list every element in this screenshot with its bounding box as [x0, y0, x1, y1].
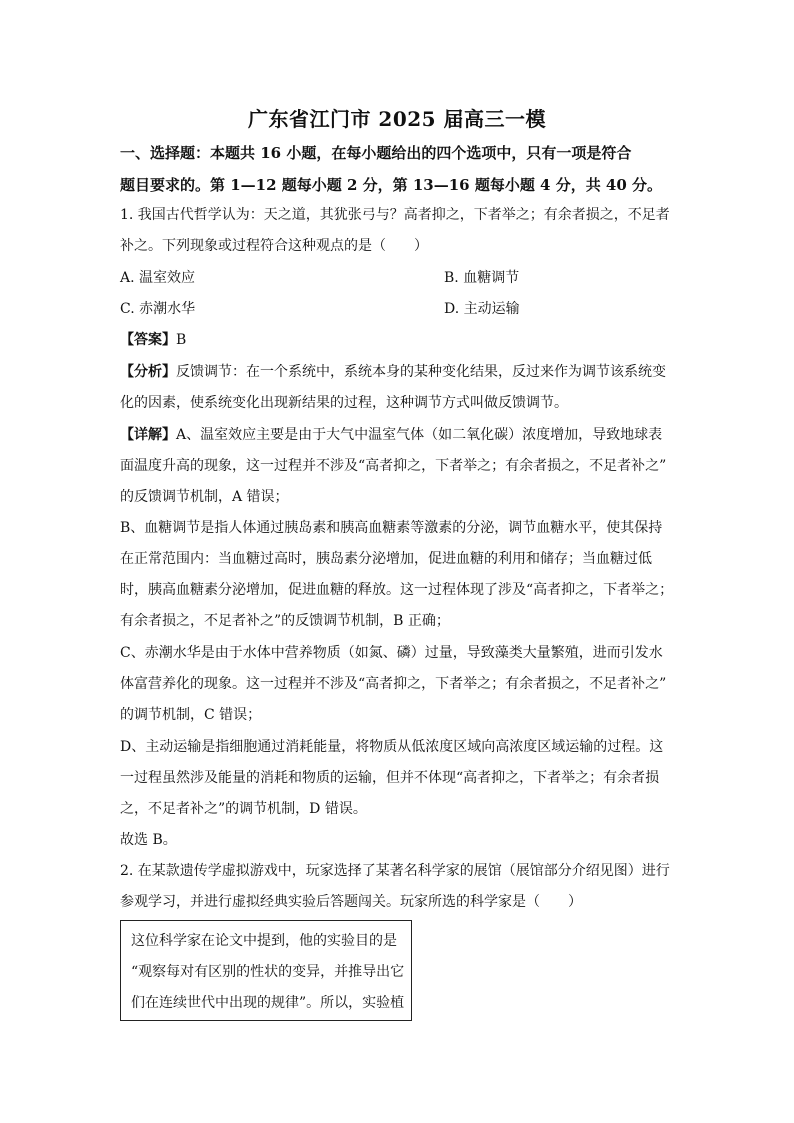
- q2-box-line-2: “观察每对有区别的性状的变异，并推导出它: [131, 964, 405, 980]
- q1-detail-line-5: 在正常范围内：当血糖过高时，胰岛素分泌增加，促进血糖的利用和储存；当血糖过低: [120, 551, 652, 567]
- q2-exhibit-box: [120, 920, 412, 1021]
- q1-detail-line-11: D、主动运输是指细胞通过消耗能量，将物质从低浓度区域向高浓度区域运输的过程。这: [120, 739, 664, 755]
- answer-label: 【答案】: [120, 332, 176, 348]
- answer-value: B: [176, 332, 187, 348]
- analysis-label: 【分析】: [120, 364, 176, 380]
- q1-option-d: D. 主动运输: [444, 301, 520, 317]
- q1-answer: [120, 330, 186, 350]
- q1-conclusion: 故选 B。: [120, 832, 177, 848]
- detail-text-1: A、温室效应主要是由于大气中温室气体（如二氧化碳）浓度增加，导致地球表: [176, 427, 663, 443]
- q1-detail-line-1: [120, 425, 662, 445]
- q1-stem-line-2: 补之。下列现象或过程符合这种观点的是（ ）: [120, 238, 428, 254]
- section-heading-line-1: 一、选择题：本题共 16 小题，在每小题给出的四个选项中，只有一项是符合: [120, 144, 632, 162]
- q1-analysis-line-1: [120, 362, 666, 382]
- q1-detail-line-7: 有余者损之，不足者补之”的反馈调节机制，B 正确；: [120, 613, 450, 629]
- q1-option-c: C. 赤潮水华: [120, 301, 196, 317]
- q1-detail-line-4: B、血糖调节是指人体通过胰岛素和胰高血糖素等激素的分泌，调节血糖水平，使其保持: [120, 520, 663, 536]
- q2-stem-line-2: 参观学习，并进行虚拟经典实验后答题闯关。玩家所选的科学家是（ ）: [120, 894, 582, 910]
- q1-detail-line-3: 的反馈调节机制，A 错误；: [120, 489, 289, 505]
- q2-box-line-3: 们在连续世代中出现的规律”。所以，实验植: [131, 995, 405, 1011]
- q2-box-line-1: 这位科学家在论文中提到，他的实验目的是: [131, 933, 397, 949]
- q1-analysis-line-2: 化的因素，使系统变化出现新结果的过程，这种调节方式叫做反馈调节。: [120, 395, 568, 411]
- q1-option-a: A. 温室效应: [120, 270, 196, 286]
- section-heading-line-2: 题目要求的。第 1—12 题每小题 2 分，第 13—16 题每小题 4 分，共 40 分。: [120, 176, 663, 194]
- analysis-text-1: 反馈调节：在一个系统中，系统本身的某种变化结果，反过来作为调节该系统变: [176, 364, 666, 380]
- q2-stem-line-1: 2. 在某款遗传学虚拟游戏中，玩家选择了某著名科学家的展馆（展馆部分介绍见图）进行: [120, 863, 670, 879]
- q1-stem-line-1: 1. 我国古代哲学认为：天之道，其犹张弓与？高者抑之，下者举之；有余者损之，不足者: [120, 207, 670, 223]
- q1-detail-line-10: 的调节机制，C 错误；: [120, 707, 262, 723]
- detail-label: 【详解】: [120, 427, 176, 443]
- q1-detail-line-12: 一过程虽然涉及能量的消耗和物质的运输，但并不体现“高者抑之，下者举之；有余者损: [120, 770, 660, 786]
- q1-option-b: B. 血糖调节: [444, 270, 520, 286]
- q1-detail-line-9: 体富营养化的现象。这一过程并不涉及“高者抑之，下者举之；有余者损之，不足者补之”: [120, 676, 667, 692]
- q1-detail-line-6: 时，胰高血糖素分泌增加，促进血糖的释放。这一过程体现了涉及“高者抑之，下者举之；: [120, 582, 674, 598]
- q1-detail-line-8: C、赤潮水华是由于水体中营养物质（如氮、磷）过量，导致藻类大量繁殖，进而引发水: [120, 645, 663, 661]
- document-title: 广东省江门市 2025 届高三一模: [247, 107, 547, 131]
- q1-detail-line-13: 之，不足者补之”的调节机制，D 错误。: [120, 801, 367, 817]
- q1-detail-line-2: 面温度升高的现象，这一过程并不涉及“高者抑之，下者举之；有余者损之，不足者补之”: [120, 458, 667, 474]
